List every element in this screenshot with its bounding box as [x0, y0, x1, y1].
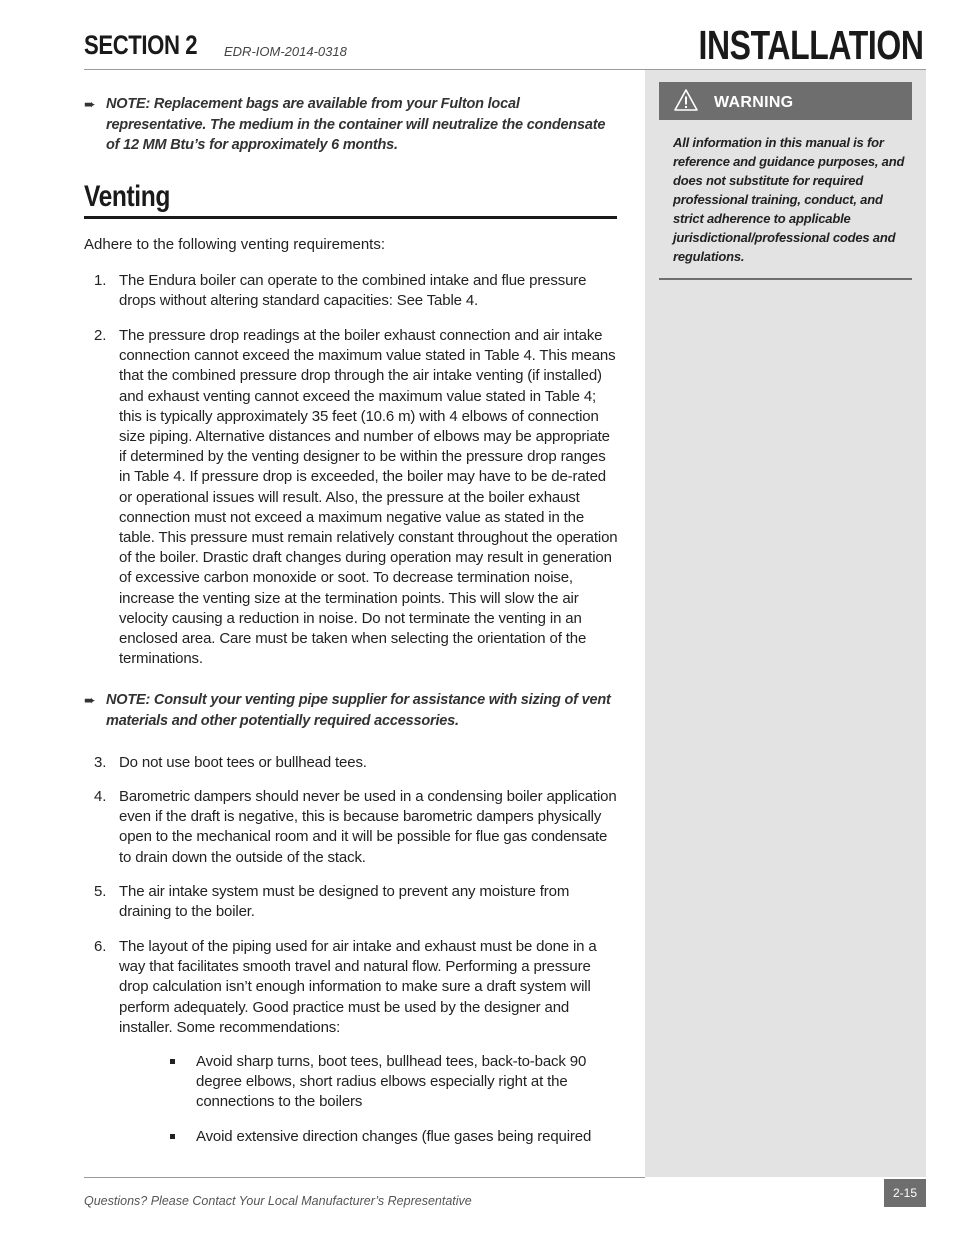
- list-item: [84, 882, 618, 922]
- page-title: INSTALLATION: [698, 22, 924, 68]
- note-text: NOTE: Replacement bags are available from your Fulton local representative. The medium in the container will neutralize the condensate of 12 MM Btu’s for approximately 6 months.: [106, 96, 606, 153]
- note-text: NOTE: Consult your venting pipe supplier for assistance with sizing of vent materials and other potentially required accessories.: [106, 692, 611, 729]
- list-item-text: Do not use boot tees or bullhead tees.: [119, 754, 367, 771]
- list-item: [84, 753, 618, 773]
- list-item-text: The pressure drop readings at the boiler exhaust connection and air intake connection cannot exceed the maximum value stated in Table 4. This means that the combined pressure drop through the air intake venting (if installed) and exhaust venting cannot exceed the maximum value stated in Table 4; this is typically approximately 35 feet (10.6 m) with 4 elbows of connection size piping. Alternative distances and number of elbows may be appropriate if determined by the venting designer to be within the pressure drop ranges in Table 4. If pressure drop is exceeded, the boiler may have to be de-rated or operational issues will result. Also, the pressure at the boiler exhaust connection must not exceed a maximum negative value as stated in the table. This pressure must remain relatively constant throughout the operation of the boiler. Drastic draft changes during operation may result in generation of excessive carbon monoxide or soot. To decrease termination noise, increase the venting size at the termination points. This will slow the air velocity causing a reduction in noise. Do not terminate the venting in an enclosed area. Care must be taken when selecting the orientation of the terminations.: [119, 327, 618, 668]
- square-bullet-icon: [170, 1134, 175, 1139]
- bullet-item: [168, 1052, 618, 1113]
- warning-banner: [659, 82, 912, 120]
- venting-heading-rule: [84, 216, 617, 219]
- list-item-number: 2.: [94, 327, 107, 344]
- list-item-number: 5.: [94, 883, 107, 900]
- arrow-right-icon: ➨: [84, 96, 96, 112]
- list-item: [84, 787, 618, 868]
- bullet-text: Avoid sharp turns, boot tees, bullhead tees, back-to-back 90 degree elbows, short radius elbows especially right at the connections to the boilers: [196, 1053, 587, 1111]
- list-item-text: The air intake system must be designed to prevent any moisture from draining to the boiler.: [119, 883, 570, 921]
- list-item-text: The layout of the piping used for air intake and exhaust must be done in a way that facilitates smooth travel and natural flow. Performing a pressure drop calculation isn’t enough information to make sure a draft system will perform adequately. Good practice must be used by the designer and installer. Some recommendations:: [119, 938, 597, 1036]
- list-item: [84, 937, 618, 1038]
- section-label: SECTION 2: [84, 30, 198, 60]
- list-item-text: The Endura boiler can operate to the combined intake and flue pressure drops without altering standard capacities: See Table 4.: [119, 272, 587, 310]
- arrow-right-icon: ➨: [84, 692, 96, 708]
- venting-intro: Adhere to the following venting requirements:: [84, 236, 386, 253]
- warning-title: WARNING: [714, 94, 794, 111]
- list-item: [84, 271, 618, 311]
- list-item: [84, 326, 618, 669]
- bullet-text: Avoid extensive direction changes (flue gases being required: [196, 1128, 592, 1145]
- list-item-number: 4.: [94, 788, 107, 805]
- footer-text: Questions? Please Contact Your Local Manufacturer’s Representative: [84, 1194, 472, 1208]
- note-replacement-bags: [84, 94, 618, 156]
- list-item-text: Barometric dampers should never be used in a condensing boiler application even if the draft is negative, this is because barometric dampers physically open to the mechanical room and it will be possible for flue gas condensate to drain down the outside of the stack.: [119, 788, 617, 866]
- warning-divider: [659, 278, 912, 280]
- list-item-number: 3.: [94, 754, 107, 771]
- page-number: 2-15: [884, 1179, 926, 1207]
- warning-triangle-icon: [673, 88, 699, 112]
- warning-text: All information in this manual is for reference and guidance purposes, and does not substitute for required professional training, conduct, and strict adherence to applicable jurisdictional/professional codes and regulations.: [673, 135, 905, 264]
- list-item-number: 1.: [94, 272, 107, 289]
- bullet-item: [168, 1127, 618, 1147]
- note-vent-supplier: [84, 690, 618, 731]
- document-code: EDR-IOM-2014-0318: [224, 44, 347, 59]
- footer-divider: [84, 1177, 645, 1178]
- list-item-number: 6.: [94, 938, 107, 955]
- square-bullet-icon: [170, 1059, 175, 1064]
- venting-heading: Venting: [84, 180, 170, 213]
